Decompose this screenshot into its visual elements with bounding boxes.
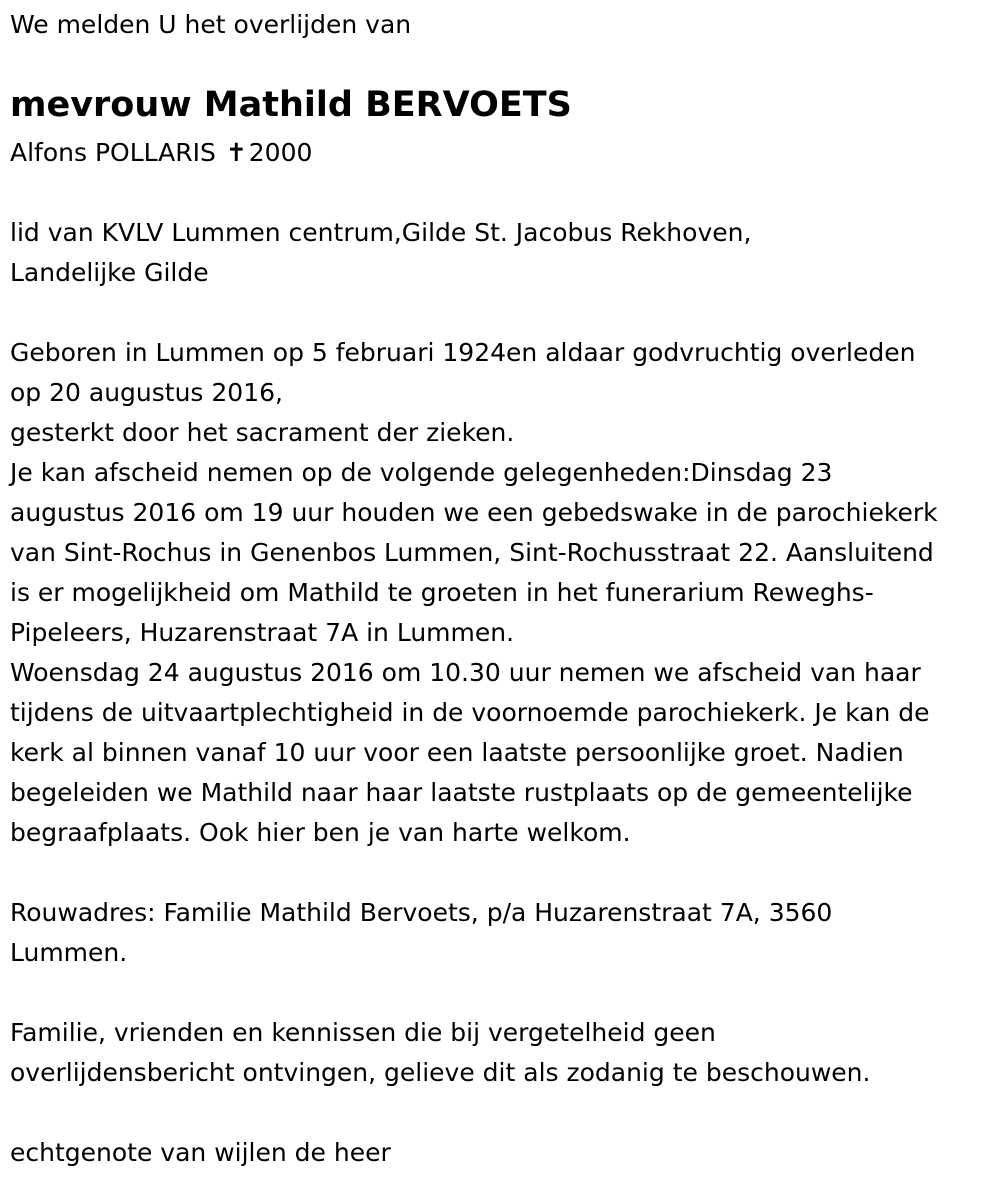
membership-line: Landelijke Gilde [10,258,209,287]
body-line: Je kan afscheid nemen op de volgende gelegenheden:Dinsdag 23 [10,458,833,487]
spouse-name: Alfons POLLARIS [10,138,216,167]
body-line: Geboren in Lummen op 5 februari 1924en aldaar godvruchtig overleden [10,338,916,367]
body-line: is er mogelijkheid om Mathild te groeten in het funerarium Reweghs- [10,578,874,607]
body-line: Pipeleers, Huzarenstraat 7A in Lummen. [10,618,515,647]
notice-block [10,1013,870,1093]
body-line: begraafplaats. Ook hier ben je van harte welkom. [10,818,631,847]
body-line: op 20 augustus 2016, [10,378,283,407]
intro-text: We melden U het overlijden van [10,10,412,39]
address-line: Lummen. [10,938,128,967]
body-line: begeleiden we Mathild naar haar laatste rustplaats op de gemeentelijke [10,778,913,807]
body-line: kerk al binnen vanaf 10 uur voor een laatste persoonlijke groet. Nadien [10,738,904,767]
body-line: gesterkt door het sacrament der zieken. [10,418,515,447]
notice-line: overlijdensbericht ontvingen, gelieve dit als zodanig te beschouwen. [10,1058,871,1087]
address-line: Rouwadres: Familie Mathild Bervoets, p/a Huzarenstraat 7A, 3560 [10,898,833,927]
membership-line: lid van KVLV Lummen centrum,Gilde St. Jacobus Rekhoven, [10,218,752,247]
body-line: Woensdag 24 augustus 2016 om 10.30 uur nemen we afscheid van haar [10,658,921,687]
spouse-line [10,133,312,173]
spouse-death-year: 2000 [248,138,313,167]
body-line: tijdens de uitvaartplechtigheid in de voornoemde parochiekerk. Je kan de [10,698,930,727]
announcement-body [10,333,938,853]
mourning-address [10,893,832,973]
notice-line: Familie, vrienden en kennissen die bij vergetelheid geen [10,1018,716,1047]
closing-text: echtgenote van wijlen de heer [10,1138,391,1167]
body-line: augustus 2016 om 19 uur houden we een gebedswake in de parochiekerk [10,498,938,527]
cross-icon: ✝ [225,138,247,167]
body-line: van Sint-Rochus in Genenbos Lummen, Sint-Rochusstraat 22. Aansluitend [10,538,934,567]
deceased-name: mevrouw Mathild BERVOETS [10,85,572,125]
memberships-block [10,213,751,293]
